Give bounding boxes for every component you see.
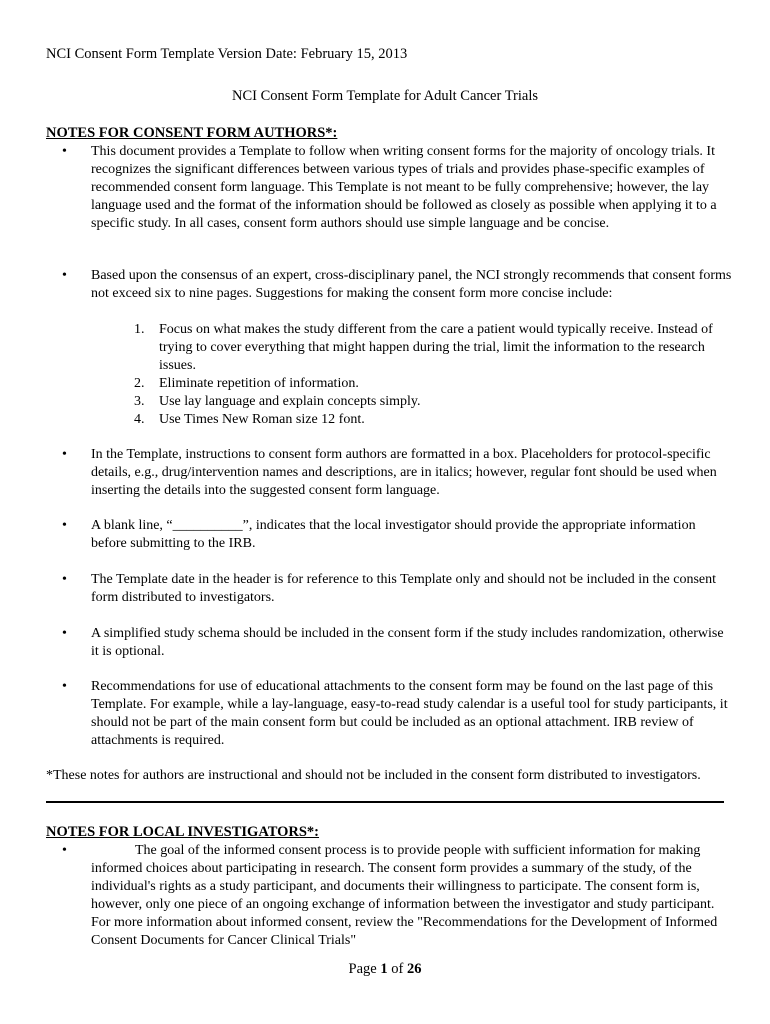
page-header: NCI Consent Form Template Version Date: February 15, 2013 xyxy=(46,46,408,62)
list-item xyxy=(62,517,732,553)
list-item xyxy=(62,267,732,303)
bullet-icon: • xyxy=(62,843,67,858)
numbered-item xyxy=(134,321,734,375)
authors-footnote: *These notes for authors are instructional and should not be included in the consent form distributed to investigators. xyxy=(46,768,701,783)
item-text: Use lay language and explain concepts simply. xyxy=(159,394,421,409)
item-number: 1. xyxy=(134,322,145,337)
item-number: 2. xyxy=(134,376,145,391)
bullet-icon: • xyxy=(62,572,67,587)
bullet-text: Recommendations for use of educational attachments to the consent form may be found on the last page of this Template. For example, while a lay-language, easy-to-read study calendar is a useful tool for study participants, it should not be part of the main consent form but could be included as an optional attachment. IRB review of attachments is required. xyxy=(91,679,728,748)
bullet-text: A blank line, “__________”, indicates that the local investigator should provide the appropriate information before submitting to the IRB. xyxy=(91,518,696,551)
document-title: NCI Consent Form Template for Adult Cancer Trials xyxy=(231,88,538,104)
bullet-icon: • xyxy=(62,268,67,283)
numbered-item xyxy=(134,375,734,393)
bullet-text: The Template date in the header is for reference to this Template only and should not be included in the consent form distributed to investigators. xyxy=(91,572,716,605)
list-item xyxy=(62,678,732,750)
bullet-text: A simplified study schema should be included in the consent form if the study includes randomization, otherwise it is optional. xyxy=(91,626,724,659)
numbered-item xyxy=(134,393,734,411)
page-footer xyxy=(0,961,770,978)
bullet-icon: • xyxy=(62,679,67,694)
total-pages: 26 xyxy=(406,961,422,977)
bullet-text: Based upon the consensus of an expert, cross-disciplinary panel, the NCI strongly recommends that consent forms not exceed six to nine pages. Suggestions for making the consent form more concise include: xyxy=(91,268,732,301)
item-text: Focus on what makes the study different from the care a patient would typically receive. Instead of trying to cover everything that might happen during the trial, limit the information to the research issues. xyxy=(159,322,713,373)
numbered-list xyxy=(134,321,734,429)
list-item xyxy=(62,571,732,607)
list-item xyxy=(62,446,732,500)
item-number: 4. xyxy=(134,412,145,427)
bullet-icon: • xyxy=(62,447,67,462)
section-divider xyxy=(46,801,724,803)
page-label: Page xyxy=(348,961,377,977)
page-number: 1 xyxy=(380,961,388,977)
bullet-text: In the Template, instructions to consent form authors are formatted in a box. Placeholders for protocol-specific details, e.g., drug/intervention names and descriptions, are in italics; however, regular font should be used when inserting the details into the suggested consent form language. xyxy=(91,447,717,498)
of-label: of xyxy=(391,961,404,977)
item-text: Use Times New Roman size 12 font. xyxy=(159,412,365,427)
bullet-icon: • xyxy=(62,626,67,641)
item-text: Eliminate repetition of information. xyxy=(159,376,359,391)
list-item xyxy=(62,625,732,661)
numbered-item xyxy=(134,411,734,429)
authors-notes-heading: NOTES FOR CONSENT FORM AUTHORS*: xyxy=(46,125,338,141)
bullet-text: The goal of the informed consent process is to provide people with sufficient information for making informed choices about participating in research. The consent form provides a summary of the study, of the individual's rights as a study participant, and documents their willingness to participate. The consent form is, however, only one piece of an ongoing exchange of information between the investigator and study participant. For more information about informed consent, review the "Recommendations for the Development of Informed Consent Documents for Cancer Clinical Trials" xyxy=(91,843,718,948)
bullet-icon: • xyxy=(62,144,67,159)
bullet-icon: • xyxy=(62,518,67,533)
investigators-notes-heading: NOTES FOR LOCAL INVESTIGATORS*: xyxy=(46,824,320,840)
list-item xyxy=(62,842,732,950)
list-item xyxy=(62,143,732,233)
item-number: 3. xyxy=(134,394,145,409)
bullet-text: This document provides a Template to follow when writing consent forms for the majority of oncology trials. It recognizes the significant differences between various types of trials and provides phase-specific examples of recommended consent form language. This Template is not meant to be fully comprehensive; however, the lay language used and the format of the information should be followed as closely as possible when applying it to a specific study. In all cases, consent form authors should use simple language and be concise. xyxy=(91,144,717,231)
